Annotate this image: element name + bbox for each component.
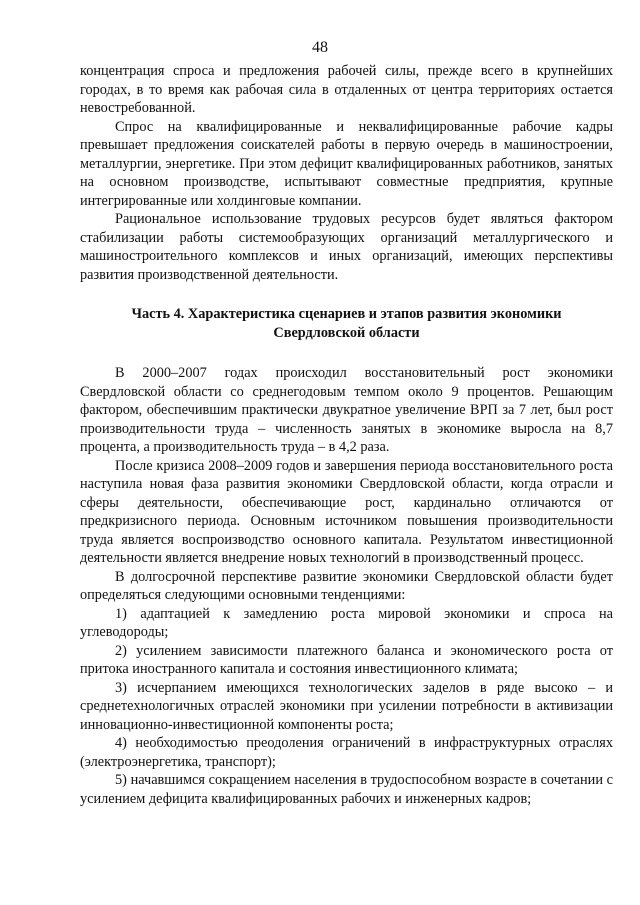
paragraph-labor-resources: Рациональное использование трудовых ресурсов будет являться фактором стабилизации работы системообразующих организаций металлургического и машиностроительного комплексов и иных организаций, имеющих перспективы развития производственной деятельности.: [80, 211, 613, 283]
list-item-2: 2) усилением зависимости платежного баланса и экономического роста от притока иностранного капитала и состояния инвестиционного климата;: [80, 642, 613, 677]
paragraph-long-term-trends: В долгосрочной перспективе развитие экономики Свердловской области будет определяться следующими основными тенденциями:: [80, 568, 613, 603]
paragraph-continuation: концентрация спроса и предложения рабочей силы, прежде всего в крупнейших городах, в то время как рабочая сила в отдаленных от центра территориях остается невостребованной.: [80, 63, 613, 116]
section-heading-line-2: Свердловской области: [273, 324, 420, 341]
paragraph-labor-demand: Спрос на квалифицированные и неквалифицированные рабочие кадры превышает предложения соискателей работы в первую очередь в машиностроении, металлургии, энергетике. При этом дефицит квалифицированных работников, занятых на основном производстве, испытывают совместные предприятия, крупные интегрированные или холдинговые компании.: [80, 118, 613, 209]
paragraph-post-crisis: После кризиса 2008–2009 годов и завершения периода восстановительного роста наступила новая фаза развития экономики Свердловской области, когда отрасли и сферы деятельности, обеспечивающие рост, кардинально отличаются от предкризисного периода. Основным источником повышения производительности труда является воспроизводство основного капитала. Результатом инвестиционной деятельности является внедрение новых технологий в производственный процесс.: [80, 457, 613, 566]
list-item-5: 5) начавшимся сокращением населения в трудоспособном возрасте в сочетании с усилением дефицита квалифицированных рабочих и инженерных кадров;: [80, 772, 613, 807]
page-number: 48: [312, 39, 328, 56]
list-item-4: 4) необходимостью преодоления ограничений в инфраструктурных отраслях (электроэнергетика, транспорт);: [80, 735, 613, 770]
document-body: [80, 62, 613, 808]
list-item-3: 3) исчерпанием имеющихся технологических заделов в ряде высоко – и среднетехнологичных отраслей экономики при усилении потребности в активизации инновационно-инвестиционной компоненты роста;: [80, 679, 613, 733]
list-item-1: 1) адаптацией к замедлению роста мировой экономики и спроса на углеводороды;: [80, 605, 613, 640]
section-heading: [80, 305, 613, 342]
paragraph-growth-2000-2007: В 2000–2007 годах происходил восстановительный рост экономики Свердловской области со среднегодовым темпом около 9 процентов. Решающим фактором, обеспечившим практически двукратное увеличение ВРП за 7 лет, был рост производительности труда – численность занятых в экономике выросла на 8,7 процента, а производительность труда – в 4,2 раза.: [80, 365, 613, 455]
section-heading-line-1: Часть 4. Характеристика сценариев и этапов развития экономики: [131, 306, 562, 322]
